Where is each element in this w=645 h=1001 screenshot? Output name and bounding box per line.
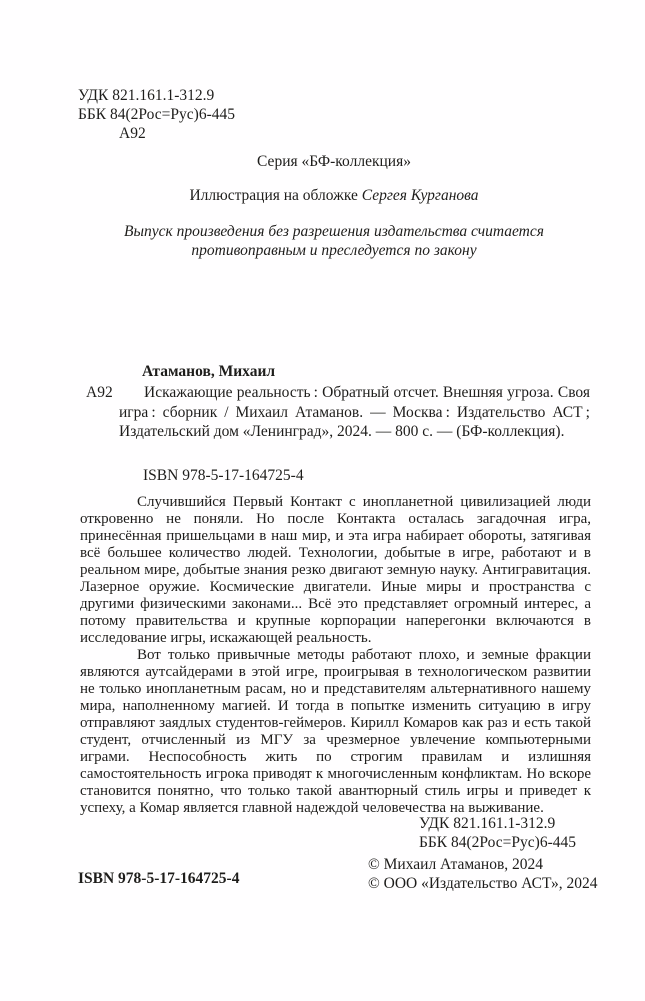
legal-notice-line1: Выпуск произведения без разрешения издательства считается <box>124 223 544 240</box>
catalog-entry <box>86 383 590 442</box>
legal-notice <box>78 222 590 260</box>
annotation-paragraph-1: Случившийся Первый Контакт с инопланетной цивилизацией люди откровенно не поняли. Но после Контакта осталась загадочная игра, принесённая пришельцами в наш мир, и эта игра набирает обороты, затягивая всё большее количество людей. Технологии, добытые в игре, работают и в реальном мире, добытые знания резко двигают земную науку. Антигравитация. Лазерное оружие. Космические двигатели. Иные миры и пространства с другими физическими законами... Всё это представляет огромный интерес, а потому правительства и крупные корпорации наперегонки включаются в исследование игры, искажающей реальность. <box>80 494 591 646</box>
catalog-entry-text: Искажающие реальность : Обратный отсчет. Внешняя угроза. Своя игра : сборник / Михаил Атаманов. — Москва : Издательство АСТ ; Издательский дом «Ленинград», 2024. — 800 с. — (БФ-коллекция). <box>119 384 590 440</box>
annotation-block <box>80 494 591 817</box>
illustration-credit-text: Иллюстрация на обложке <box>189 187 362 204</box>
copyright-publisher: © ООО «Издательство АСТ», 2024 <box>368 874 598 892</box>
isbn-catalog: ISBN 978-5-17-164725-4 <box>143 467 304 484</box>
bbk-code: ББК 84(2Рос=Рус)6-445 <box>78 106 235 123</box>
legal-notice-line2: противоправным и преследуется по закону <box>191 242 477 259</box>
cover-illustration-credit <box>78 187 590 205</box>
annotation-paragraph-2: Вот только привычные методы работают плохо, и земные фракции являются аутсайдерами в этой игре, проигрывая в технологическом развитии не только инопланетным расам, но и представителям альтернативного нашему мира, наполненному магией. И тогда в попытке изменить ситуацию в игру отправляют заядлых студентов-геймеров. Кирилл Комаров как раз и есть такой студент, отчисленный из МГУ за чрезмерное увлечение компьютерными играми. Неспособность жить по строгим правилам и излишняя самостоятельность игрока приводят к многочисленным конфликтам. Но вскоре становится понятно, что только такой авантюрный стиль игры и приведет к успеху, а Комар является главной надеждой человечества на выживание. <box>80 647 591 816</box>
author-heading: Атаманов, Михаил <box>142 363 276 380</box>
udk-code-bottom: УДК 821.161.1-312.9 <box>419 815 556 832</box>
copyright-block <box>368 856 598 893</box>
illustration-artist: Сергея Курганова <box>361 187 479 204</box>
author-sign: А92 <box>119 125 146 142</box>
top-codes-block <box>78 86 235 143</box>
bbk-code-bottom: ББК 84(2Рос=Рус)6-445 <box>419 834 576 851</box>
bottom-codes-block <box>419 814 576 852</box>
author-sign-margin: А92 <box>86 384 113 401</box>
udk-code: УДК 821.161.1-312.9 <box>78 87 215 104</box>
copyright-author: © Михаил Атаманов, 2024 <box>368 856 544 873</box>
isbn-bottom: ISBN 978-5-17-164725-4 <box>78 870 240 887</box>
series-name: Серия «БФ-коллекция» <box>257 153 411 170</box>
